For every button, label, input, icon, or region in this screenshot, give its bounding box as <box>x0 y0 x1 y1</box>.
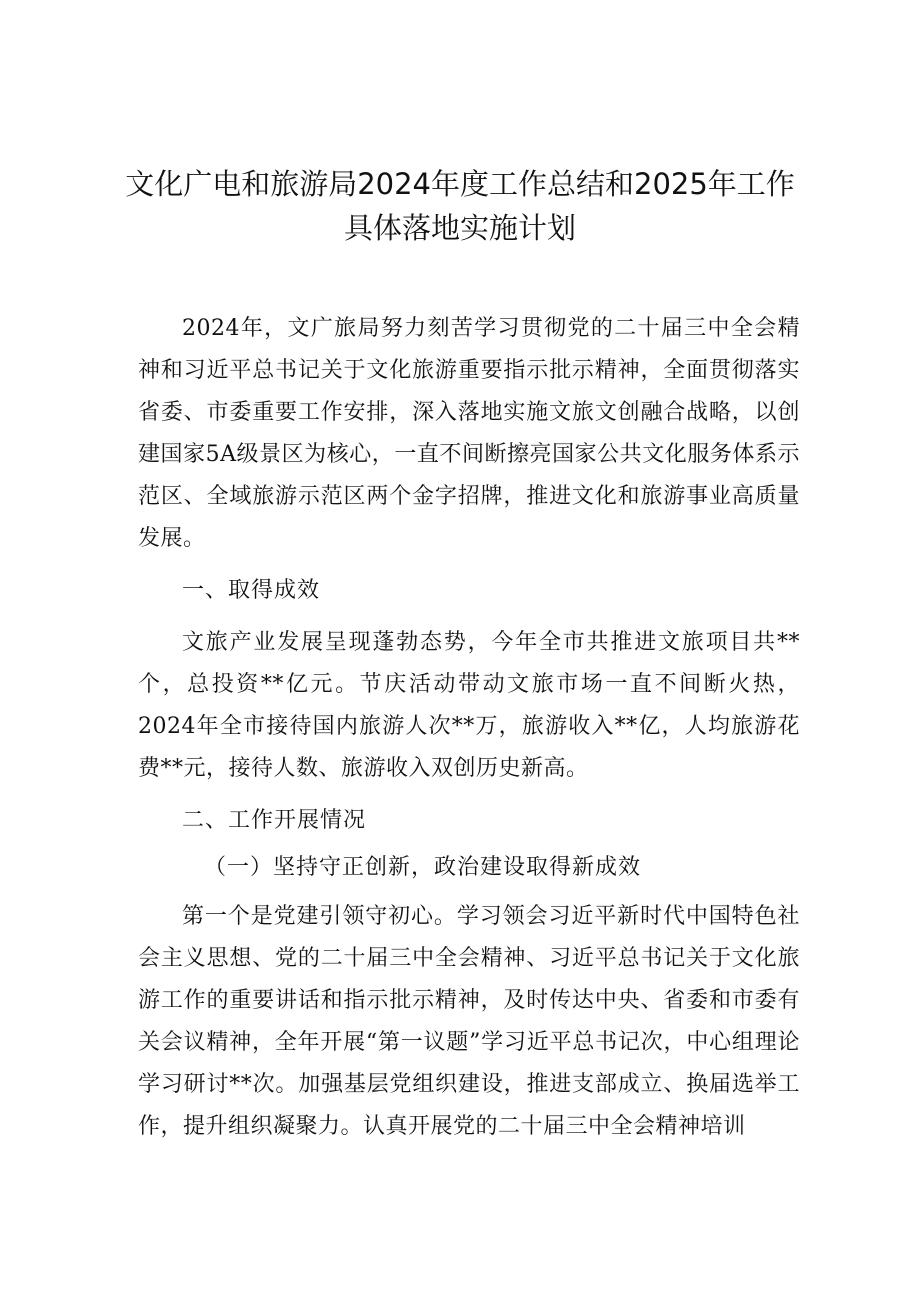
section-heading-work-progress: 二、工作开展情况 <box>182 808 367 833</box>
achievements-paragraph: 文旅产业发展呈现蓬勃态势，今年全市共推进文旅项目共**个，总投资**亿元。节庆活动带动文旅市场一直不间断火热，2024年全市接待国内旅游人次**万，旅游收入**亿，人均旅游花费**元，接待人数、旅游收入双创历史新高。 <box>138 630 800 781</box>
section-heading-achievements: 一、取得成效 <box>182 578 321 603</box>
document-title: 文化广电和旅游局2024年度工作总结和2025年工作具体落地实施计划 <box>125 167 795 245</box>
intro-paragraph: 2024年，文广旅局努力刻苦学习贯彻党的二十届三中全会精神和习近平总书记关于文化旅游重要指示批示精神，全面贯彻落实省委、市委重要工作安排，深入落地实施文旅文创融合战略，以创建国家5A级景区为核心，一直不间断擦亮国家公共文化服务体系示范区、全域旅游示范区两个金字招牌，推进文化和旅游事业高质量发展。 <box>138 316 800 551</box>
party-building-paragraph: 第一个是党建引领守初心。学习领会习近平新时代中国特色社会主义思想、党的二十届三中全会精神、习近平总书记关于文化旅游工作的重要讲话和指示批示精神，及时传达中央、省委和市委有关会议精神，全年开展“第一议题”学习近平总书记次，中心组理论学习研讨**次。加强基层党组织建设，推进支部成立、换届选举工作，提升组织凝聚力。认真开展党的二十届三中全会精神培训 <box>138 904 800 1139</box>
document-body <box>138 308 800 1148</box>
subsection-heading-political-building: （一）坚持守正创新，政治建设取得新成效 <box>204 855 642 880</box>
